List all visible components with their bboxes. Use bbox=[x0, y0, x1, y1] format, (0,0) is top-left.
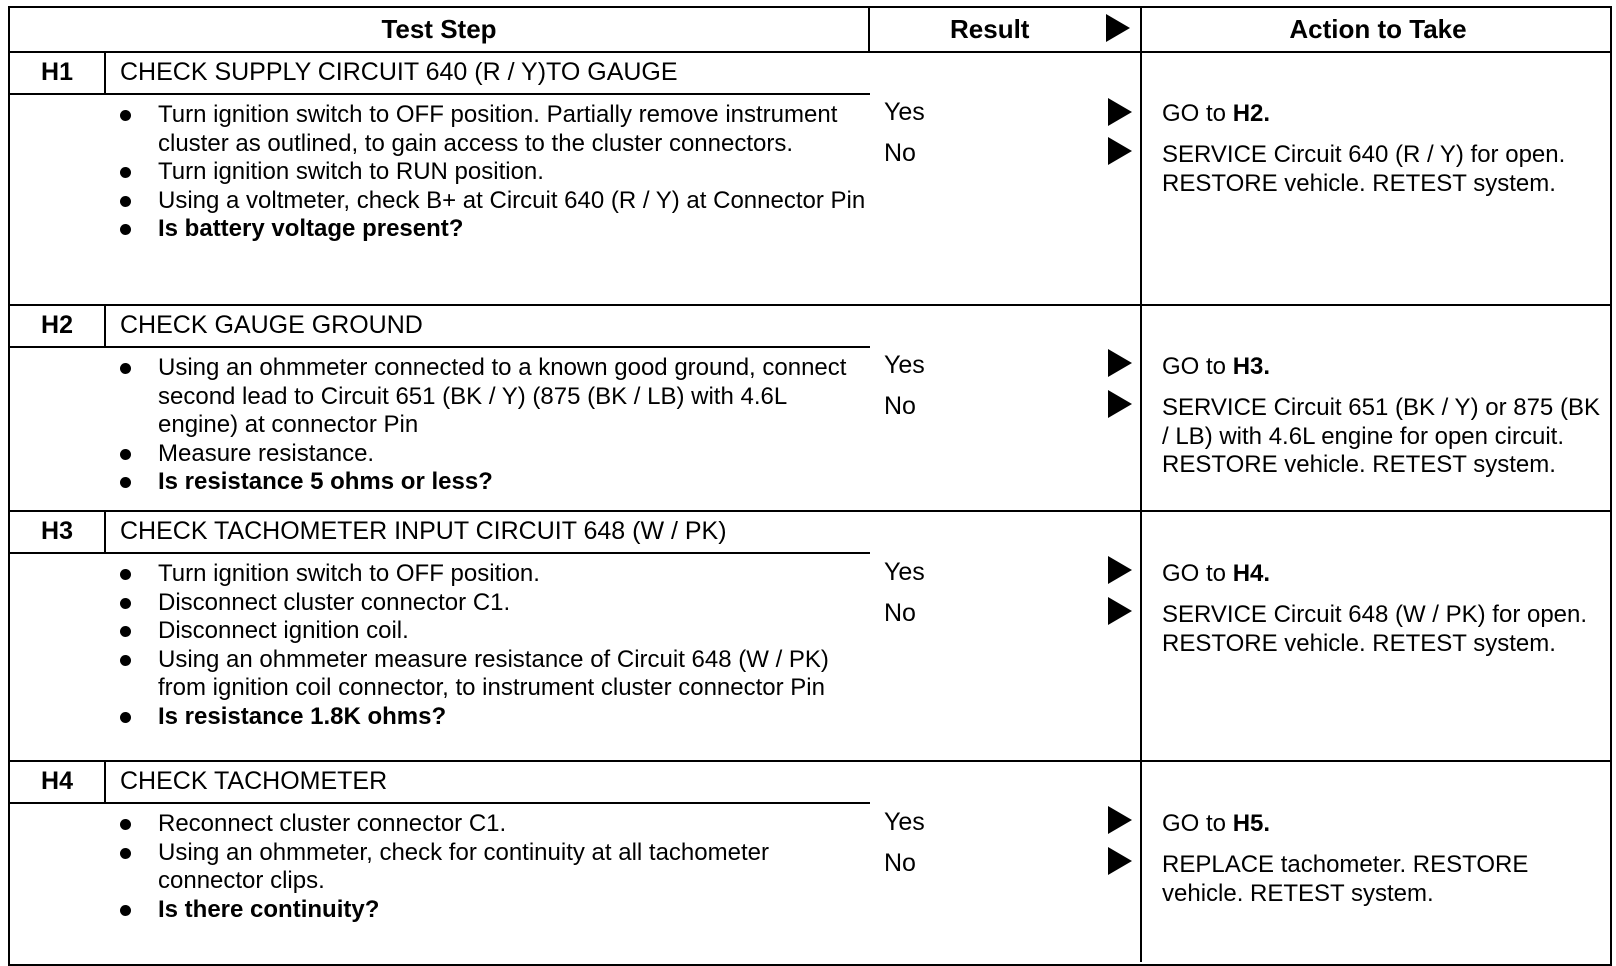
step-title: CHECK TACHOMETER bbox=[120, 767, 388, 795]
action-yes bbox=[1162, 100, 1602, 129]
step-item: Turn ignition switch to OFF position. Partially remove instrument cluster as outlined, to gain access to the cluster connectors. bbox=[110, 101, 870, 158]
step-item: Disconnect ignition coil. bbox=[110, 617, 870, 646]
yes-arrow-icon bbox=[1108, 806, 1132, 834]
step-question: Is battery voltage present? bbox=[110, 215, 870, 244]
action-yes-prefix: GO to bbox=[1162, 353, 1227, 380]
no-arrow-icon bbox=[1108, 390, 1132, 418]
step-question: Is resistance 1.8K ohms? bbox=[110, 703, 870, 732]
result-yes: Yes bbox=[884, 558, 925, 586]
step-question: Is there continuity? bbox=[110, 896, 870, 925]
result-no: No bbox=[884, 139, 916, 167]
title-divider bbox=[10, 552, 870, 554]
yes-arrow-icon bbox=[1108, 349, 1132, 377]
header-arrow-icon bbox=[1106, 14, 1130, 42]
step-title: CHECK GAUGE GROUND bbox=[120, 311, 423, 339]
header-result: Result bbox=[950, 14, 1030, 44]
header-result-cell bbox=[870, 8, 1142, 53]
no-arrow-icon bbox=[1108, 597, 1132, 625]
test-section-h2 bbox=[10, 306, 1610, 512]
result-no: No bbox=[884, 392, 916, 420]
result-no: No bbox=[884, 849, 916, 877]
test-section-h3 bbox=[10, 512, 1610, 762]
result-cell bbox=[870, 53, 1142, 304]
action-yes-prefix: GO to bbox=[1162, 560, 1227, 587]
step-item: Measure resistance. bbox=[110, 440, 870, 469]
step-list bbox=[110, 101, 870, 244]
test-section-h4 bbox=[10, 762, 1610, 962]
action-yes-target: H2. bbox=[1232, 100, 1271, 127]
step-id: H1 bbox=[10, 53, 106, 93]
result-cell bbox=[870, 306, 1142, 510]
diagnostic-table bbox=[8, 6, 1612, 966]
title-divider bbox=[10, 93, 870, 95]
yes-arrow-icon bbox=[1108, 556, 1132, 584]
action-yes bbox=[1162, 810, 1602, 839]
step-question: Is resistance 5 ohms or less? bbox=[110, 468, 870, 497]
step-item: Using an ohmmeter connected to a known good ground, connect second lead to Circuit 651 (BK / Y) (875 (BK / LB) with 4.6L engine) at connector Pin bbox=[110, 354, 870, 440]
no-arrow-icon bbox=[1108, 137, 1132, 165]
action-yes-target: H3. bbox=[1232, 353, 1271, 380]
step-list bbox=[110, 810, 870, 924]
step-item: Using an ohmmeter measure resistance of Circuit 648 (W / PK) from ignition coil connector, to instrument cluster connector Pin bbox=[110, 646, 870, 703]
step-list bbox=[110, 560, 870, 731]
step-item: Using an ohmmeter, check for continuity at all tachometer connector clips. bbox=[110, 839, 870, 896]
title-divider bbox=[10, 346, 870, 348]
action-yes-target: H5. bbox=[1232, 810, 1271, 837]
result-no: No bbox=[884, 599, 916, 627]
step-title: CHECK TACHOMETER INPUT CIRCUIT 648 (W / PK) bbox=[120, 517, 727, 545]
action-yes-prefix: GO to bbox=[1162, 100, 1227, 127]
title-divider bbox=[10, 802, 870, 804]
action-yes-target: H4. bbox=[1232, 560, 1271, 587]
action-no: REPLACE tachometer. RESTORE vehicle. RETEST system. bbox=[1162, 851, 1529, 907]
step-item: Turn ignition switch to OFF position. bbox=[110, 560, 870, 589]
test-section-h1 bbox=[10, 53, 1610, 306]
no-arrow-icon bbox=[1108, 847, 1132, 875]
action-yes bbox=[1162, 560, 1602, 589]
yes-arrow-icon bbox=[1108, 98, 1132, 126]
table-header bbox=[10, 8, 1610, 53]
action-yes bbox=[1162, 353, 1602, 382]
result-cell bbox=[870, 512, 1142, 760]
result-yes: Yes bbox=[884, 351, 925, 379]
step-item: Turn ignition switch to RUN position. bbox=[110, 158, 870, 187]
step-id: H4 bbox=[10, 762, 106, 802]
result-cell bbox=[870, 762, 1142, 962]
step-item: Reconnect cluster connector C1. bbox=[110, 810, 870, 839]
header-test-step: Test Step bbox=[10, 8, 870, 53]
step-title: CHECK SUPPLY CIRCUIT 640 (R / Y)TO GAUGE bbox=[120, 58, 678, 86]
action-yes-prefix: GO to bbox=[1162, 810, 1227, 837]
step-list bbox=[110, 354, 870, 497]
action-no: SERVICE Circuit 648 (W / PK) for open. RESTORE vehicle. RETEST system. bbox=[1162, 601, 1588, 657]
action-no: SERVICE Circuit 651 (BK / Y) or 875 (BK / LB) with 4.6L engine for open circuit. RESTORE vehicle. RETEST system. bbox=[1162, 394, 1600, 478]
step-item: Disconnect cluster connector C1. bbox=[110, 589, 870, 618]
action-no: SERVICE Circuit 640 (R / Y) for open. RESTORE vehicle. RETEST system. bbox=[1162, 141, 1566, 197]
result-yes: Yes bbox=[884, 98, 925, 126]
step-id: H2 bbox=[10, 306, 106, 346]
step-id: H3 bbox=[10, 512, 106, 552]
result-yes: Yes bbox=[884, 808, 925, 836]
step-item: Using a voltmeter, check B+ at Circuit 640 (R / Y) at Connector Pin bbox=[110, 187, 870, 216]
header-action: Action to Take bbox=[1289, 14, 1467, 44]
